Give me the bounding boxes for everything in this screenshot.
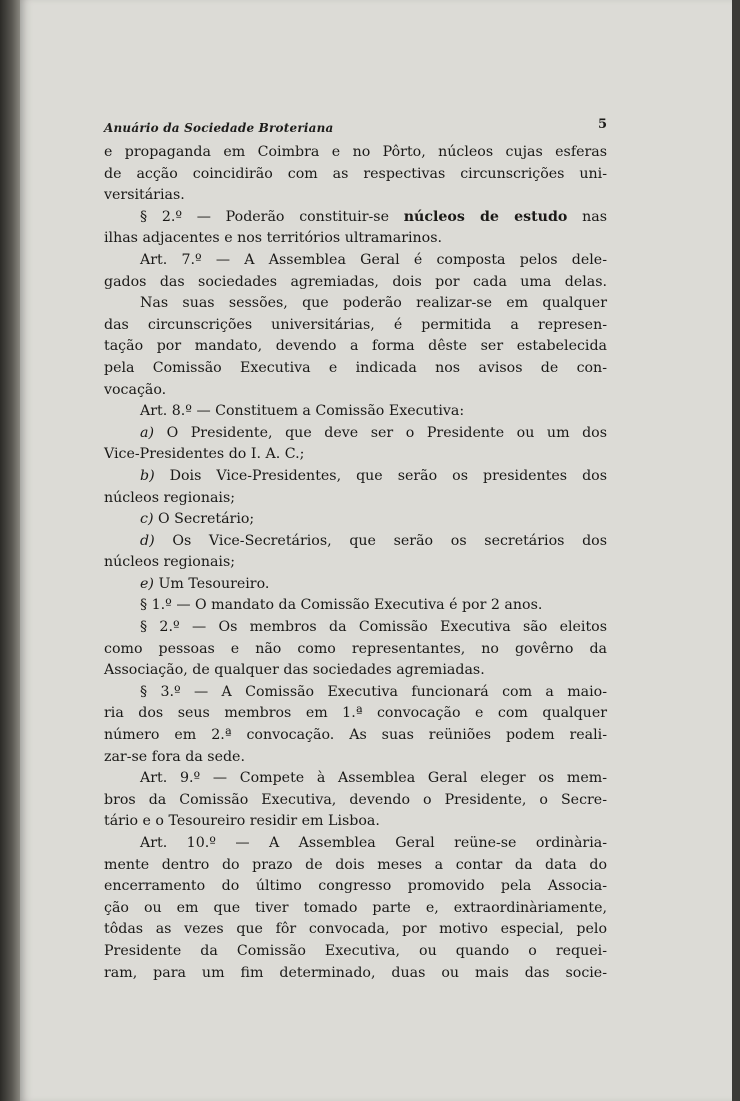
text-line: núcleos regionais; [104,554,236,571]
text-line: § 1.º — O mandato da Comissão Executiva é por 2 anos. [140,597,543,614]
text-line: Art. 9.º — Compete à Assemblea Geral eleger os mem- [140,770,607,787]
text-line: tário e o Tesoureiro residir em Lisboa. [104,813,380,830]
text-line: Vice-Presidentes do I. A. C.; [104,446,305,463]
text-line: § 2.º — Os membros da Comissão Executiva são eleitos [140,619,607,636]
text-run: Dois Vice-Presidentes, que serão os presidentes dos [154,467,607,484]
text-line: Associação, de qualquer das sociedades agremiadas. [104,662,485,679]
text-line: vocação. [104,381,167,398]
list-marker: d) [140,532,155,549]
text-line: Presidente da Comissão Executiva, ou quando o requei- [104,942,607,959]
page-header [104,117,607,136]
text-line: ria dos seus membros em 1.ª convocação e com qualquer [104,705,607,722]
text-line: ção ou em que tiver tomado parte e, extraordinàriamente, [104,899,607,916]
text-run: Os Vice-Secretários, que serão os secretários dos [154,532,607,549]
text-line: § 3.º — A Comissão Executiva funcionará com a maio- [140,683,607,700]
text-line: zar-se fora da sede. [104,748,245,765]
text-line: ilhas adjacentes e nos territórios ultramarinos. [104,230,443,247]
text-line: pela Comissão Executiva e indicada nos avisos de con- [104,359,607,376]
emphasized-term: núcleos de estudo [403,208,568,225]
text-run: O Presidente, que deve ser o Presidente ou um dos [154,424,607,441]
text-line: mente dentro do prazo de dois meses a contar da data do [104,856,607,873]
text-line [104,509,607,531]
text-line: como pessoas e não como representantes, no govêrno da [104,640,607,657]
text-line: gados das sociedades agremiadas, dois por cada uma delas. [104,273,607,290]
page-edge [732,0,736,1101]
text-line: encerramento do último congresso promovido pela Associa- [104,878,607,895]
text-run: Um Tesoureiro. [153,575,270,592]
text-run: § 2.º — Poderão constituir-se [140,208,404,225]
list-marker: e) [140,575,154,592]
text-line: de acção coincidirão com as respectivas circunscrições uni- [104,165,607,182]
text-line: Art. 10.º — A Assemblea Geral reüne-se ordinària- [140,835,607,851]
text-line: bros da Comissão Executiva, devendo o Presidente, o Secre- [104,791,607,808]
text-line: núcleos regionais; [104,489,236,506]
text-line [104,531,607,553]
text-line: número em 2.ª convocação. As suas reüniões podem reali- [104,727,607,744]
text-line [104,574,607,596]
text-run: O Secretário; [153,511,255,528]
page-number: 5 [597,117,607,132]
book-spine-shadow [0,0,20,1101]
text-line: tôdas as vezes que fôr convocada, por motivo especial, pelo [104,921,607,938]
text-block [104,142,607,984]
text-line [104,207,607,229]
text-line: Art. 8.º — Constituem a Comissão Executiva: [140,403,465,420]
text-line [104,466,607,488]
text-line: Art. 7.º — A Assemblea Geral é composta pelos dele- [140,251,607,268]
text-line [104,423,607,445]
text-line: versitárias. [104,187,185,204]
body-text [104,142,607,984]
text-line: e propaganda em Coimbra e no Pôrto, núcleos cujas esferas [104,144,607,160]
running-title: Anuário da Sociedade Broteriana [104,121,334,135]
list-marker: c) [140,511,154,528]
text-line: Nas suas sessões, que poderão realizar-se em qualquer [140,295,607,312]
list-marker: b) [140,467,155,484]
text-run: nas [567,208,607,225]
text-line: ram, para um fim determinado, duas ou mais das socie- [104,964,607,981]
list-marker: a) [140,424,154,441]
text-line: das circunscrições universitárias, é permitida a represen- [104,316,607,333]
text-line: tação por mandato, devendo a forma dêste ser estabelecida [104,338,607,355]
